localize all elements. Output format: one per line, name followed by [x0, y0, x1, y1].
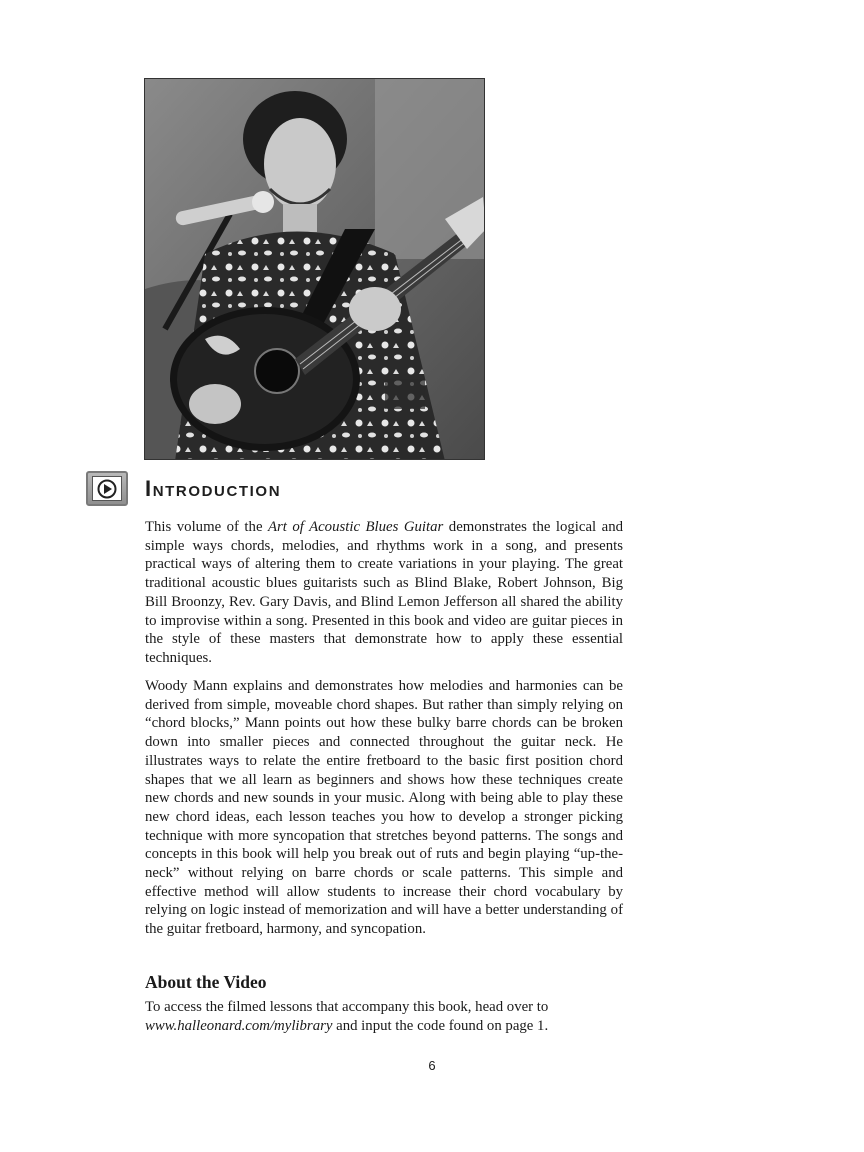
video-line2: and input the code found on page 1. — [332, 1017, 549, 1034]
video-icon-inner — [92, 476, 122, 501]
video-url-link[interactable]: www.halleonard.com/mylibrary — [145, 1017, 333, 1034]
book-title: Art of Acoustic Blues Guitar — [267, 519, 444, 535]
page-number: 6 — [428, 1058, 436, 1073]
about-video-heading: About the Video — [145, 972, 267, 992]
about-video-text — [145, 998, 625, 1035]
intro-paragraph-1 — [145, 518, 623, 668]
video-line1: To access the filmed lessons that accompany this book, head over to — [145, 999, 549, 1015]
para1-part1: This volume of the — [145, 519, 268, 535]
video-play-icon — [86, 471, 128, 506]
section-title: Introduction — [145, 476, 282, 501]
para1-part2: demonstrates the logical and simple ways chords, melodies, and rhythms work in a song, and presents practical ways of altering them to create variations in your playing. The great traditional acoustic blues guitarists such as Blind Blake, Robert Johnson, Big Bill Broonzy, Rev. Gary Davis, and Blind Lemon Jefferson all shared the ability to improvise within a song. Presented in this book and video are guitar pieces in the style of these masters that demonstrate how to apply these essential techniques. — [145, 519, 623, 666]
intro-paragraph-2: Woody Mann explains and demonstrates how melodies and harmonies can be derived from simple, moveable chord shapes. But rather than simply relying on “chord blocks,” Mann points out how these bulky barre chords can be broken down into smaller pieces and connected throughout the guitar neck. He illustrates ways to relate the entire fretboard to the basic first position chord shapes that we all learn as beginners and shows how these techniques create new chords and new sounds in your music. Along with being able to play these new chord ideas, each lesson teaches you how to develop a stronger picking technique with more syncopation that stretches beyond patterns. The songs and concepts in this book will help you break out of ruts and begin playing “up-the-neck” without relying on barre chords or scale patterns. This simple and effective method will allow students to increase their chord vocabulary by relying on logic instead of memorization and will have a better understanding of the guitar fretboard, harmony, and syncopation. — [145, 678, 623, 938]
play-circle-icon — [96, 479, 118, 499]
guitarist-photo — [144, 78, 485, 460]
guitarist-illustration — [145, 79, 485, 460]
